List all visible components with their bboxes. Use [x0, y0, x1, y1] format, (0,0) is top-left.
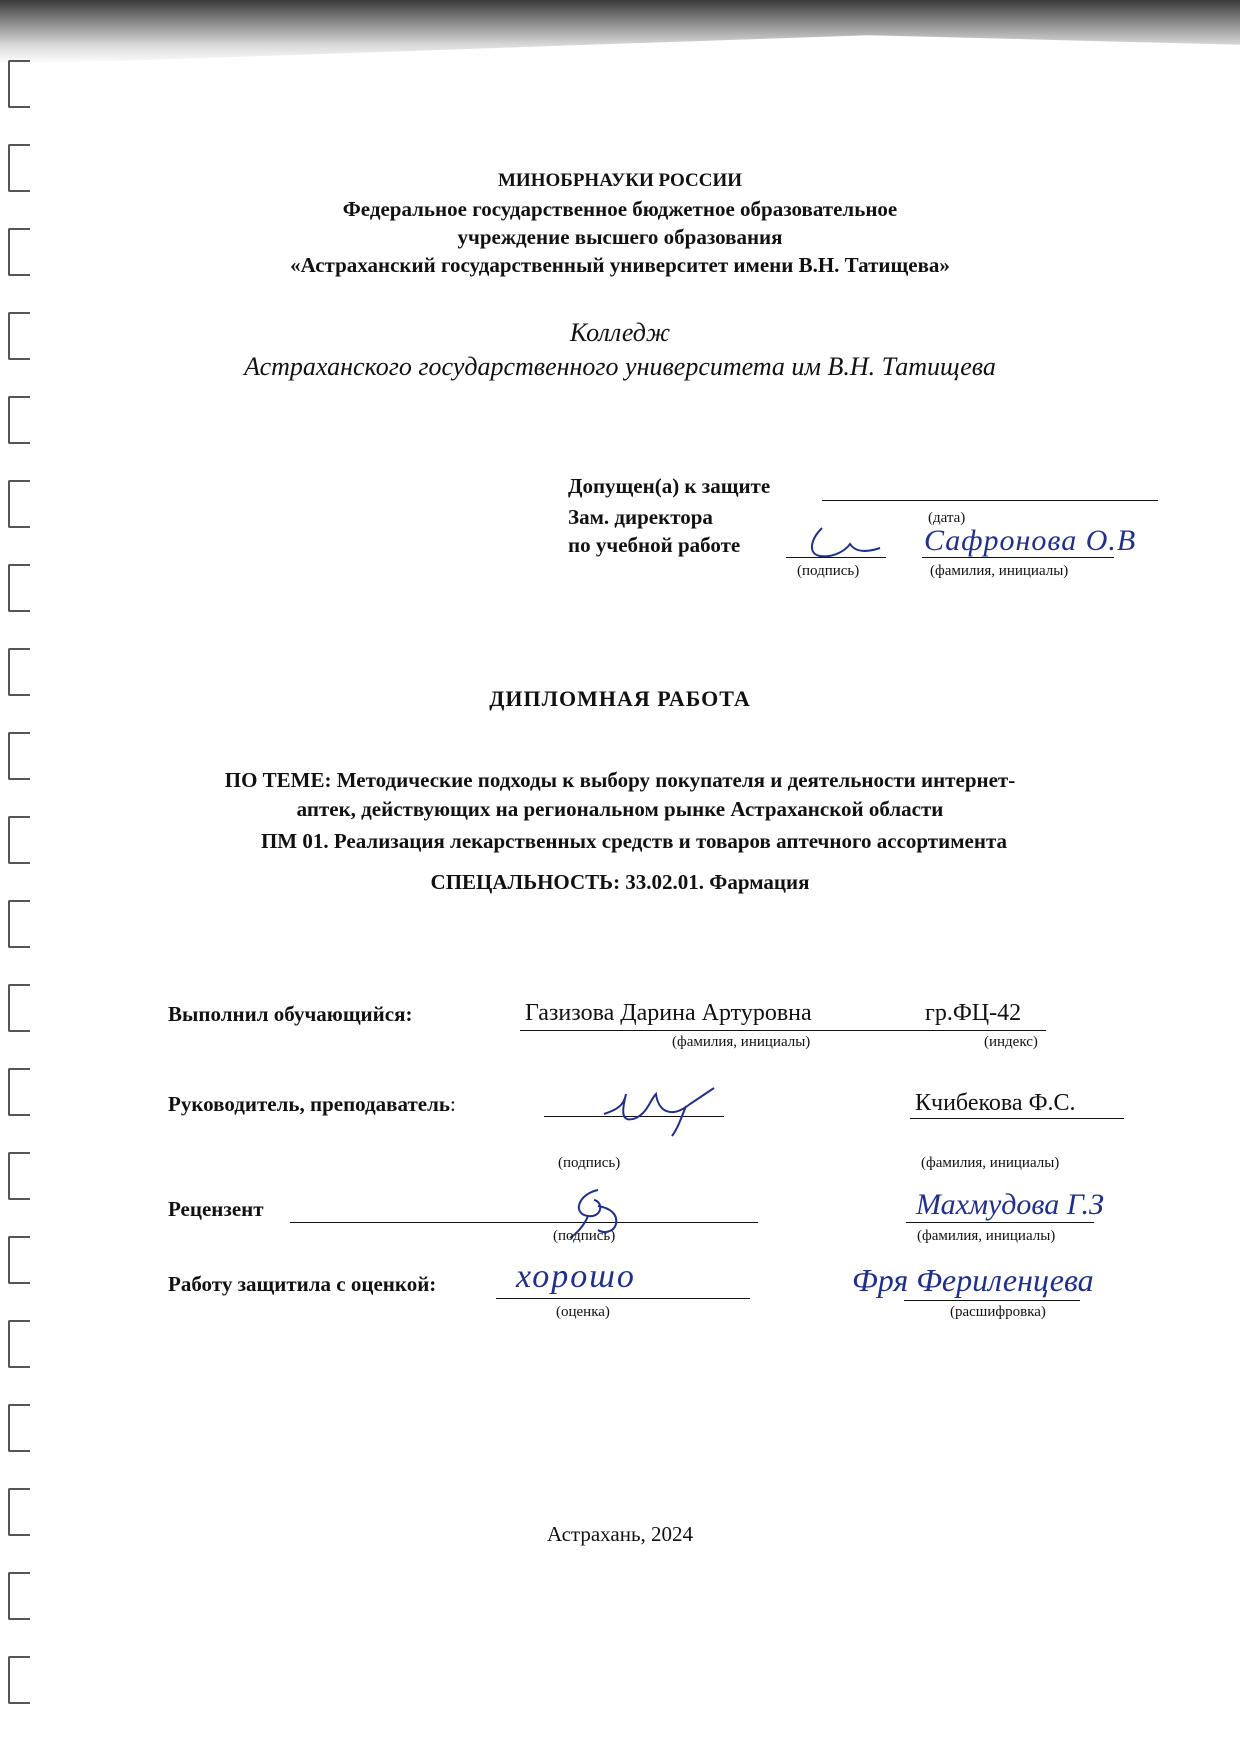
- supervisor-name: Кчибекова Ф.С.: [915, 1090, 1076, 1116]
- binding-hole: [8, 1404, 30, 1452]
- deputy-signature: [800, 520, 890, 565]
- supervisor-label: [168, 1092, 456, 1117]
- reviewer-label: Рецензент: [168, 1197, 264, 1221]
- binding-hole: [8, 1068, 30, 1116]
- reviewer-name-caption: (фамилия, инициалы): [917, 1228, 1056, 1244]
- binding-hole: [8, 1572, 30, 1620]
- binding-hole: [8, 1236, 30, 1284]
- admitted-date-line: [822, 500, 1158, 501]
- defense-grade-line: [496, 1298, 750, 1299]
- scan-top-shadow: [0, 0, 1240, 64]
- defense-grade-handwritten: хорошо: [516, 1258, 636, 1295]
- reviewer-signature-caption: (подпись): [553, 1228, 616, 1244]
- city-year: Астрахань, 2024: [546, 1522, 694, 1546]
- institution-line-3: «Астраханский государственный университет имени В.Н. Татищева»: [290, 253, 950, 277]
- professional-module: ПМ 01. Реализация лекарственных средств и товаров аптечного ассортимента: [260, 829, 1008, 853]
- deputy-director-line-1: Зам. директора: [568, 505, 713, 529]
- supervisor-label-colon: :: [450, 1092, 456, 1116]
- student-name-caption: (фамилия, инициалы): [672, 1034, 811, 1050]
- date-caption: (дата): [928, 510, 966, 526]
- binding-hole: [8, 480, 30, 528]
- student-name-line: [520, 1030, 1046, 1031]
- topic-line-2: аптек, действующих на региональном рынке Астраханской области: [296, 797, 944, 821]
- reviewer-signature-line: [290, 1222, 758, 1223]
- binding-hole: [8, 564, 30, 612]
- signature-caption: (подпись): [797, 563, 860, 579]
- college-line-2: Астраханского государственного университета им В.Н. Татищева: [244, 352, 996, 381]
- binding-hole: [8, 60, 30, 108]
- student-index-caption: (индекс): [984, 1034, 1038, 1050]
- admitted-label: Допущен(а) к защите: [568, 474, 771, 498]
- defense-decoding-caption: (расшифровка): [950, 1304, 1046, 1320]
- name-caption: (фамилия, инициалы): [930, 563, 1069, 579]
- defense-grade-caption: (оценка): [556, 1304, 610, 1320]
- binding-hole: [8, 900, 30, 948]
- defense-decoding-handwritten: Фря Фериленцева: [852, 1262, 1094, 1298]
- topic-line-1: ПО ТЕМЕ: Методические подходы к выбору покупателя и деятельности интернет-: [224, 768, 1016, 792]
- college-line-1: Колледж: [569, 318, 671, 347]
- supervisor-signature: [596, 1080, 726, 1140]
- supervisor-signature-caption: (подпись): [558, 1155, 621, 1171]
- document-type: ДИПЛОМНАЯ РАБОТА: [489, 686, 751, 711]
- specialty: СПЕЦАЛЬНОСТЬ: 33.02.01. Фармация: [430, 870, 810, 894]
- binding-hole: [8, 1152, 30, 1200]
- institution-line-1: Федеральное государственное бюджетное образовательное: [342, 197, 898, 221]
- reviewer-name-handwritten: Махмудова Г.З: [916, 1188, 1104, 1221]
- student-name: Газизова Дарина Артуровна: [525, 1000, 812, 1026]
- spiral-binding: [0, 60, 34, 1750]
- binding-hole: [8, 984, 30, 1032]
- institution-line-2: учреждение высшего образования: [457, 225, 783, 249]
- binding-hole: [8, 396, 30, 444]
- student-label: Выполнил обучающийся:: [168, 1002, 413, 1026]
- defense-decoding-line: [904, 1300, 1080, 1301]
- reviewer-name-line: [906, 1222, 1094, 1223]
- binding-hole: [8, 1656, 30, 1704]
- supervisor-name-line: [910, 1118, 1124, 1119]
- binding-hole: [8, 1320, 30, 1368]
- ministry-name: МИНОБРНАУКИ РОССИИ: [497, 170, 743, 191]
- supervisor-label-text: Руководитель, преподаватель: [168, 1092, 451, 1116]
- deputy-name-handwritten: Сафронова О.В: [924, 524, 1137, 557]
- supervisor-name-caption: (фамилия, инициалы): [921, 1155, 1060, 1171]
- defense-label: Работу защитила с оценкой:: [168, 1272, 437, 1296]
- deputy-director-line-2: по учебной работе: [568, 533, 741, 557]
- student-group: гр.ФЦ-42: [925, 1000, 1022, 1026]
